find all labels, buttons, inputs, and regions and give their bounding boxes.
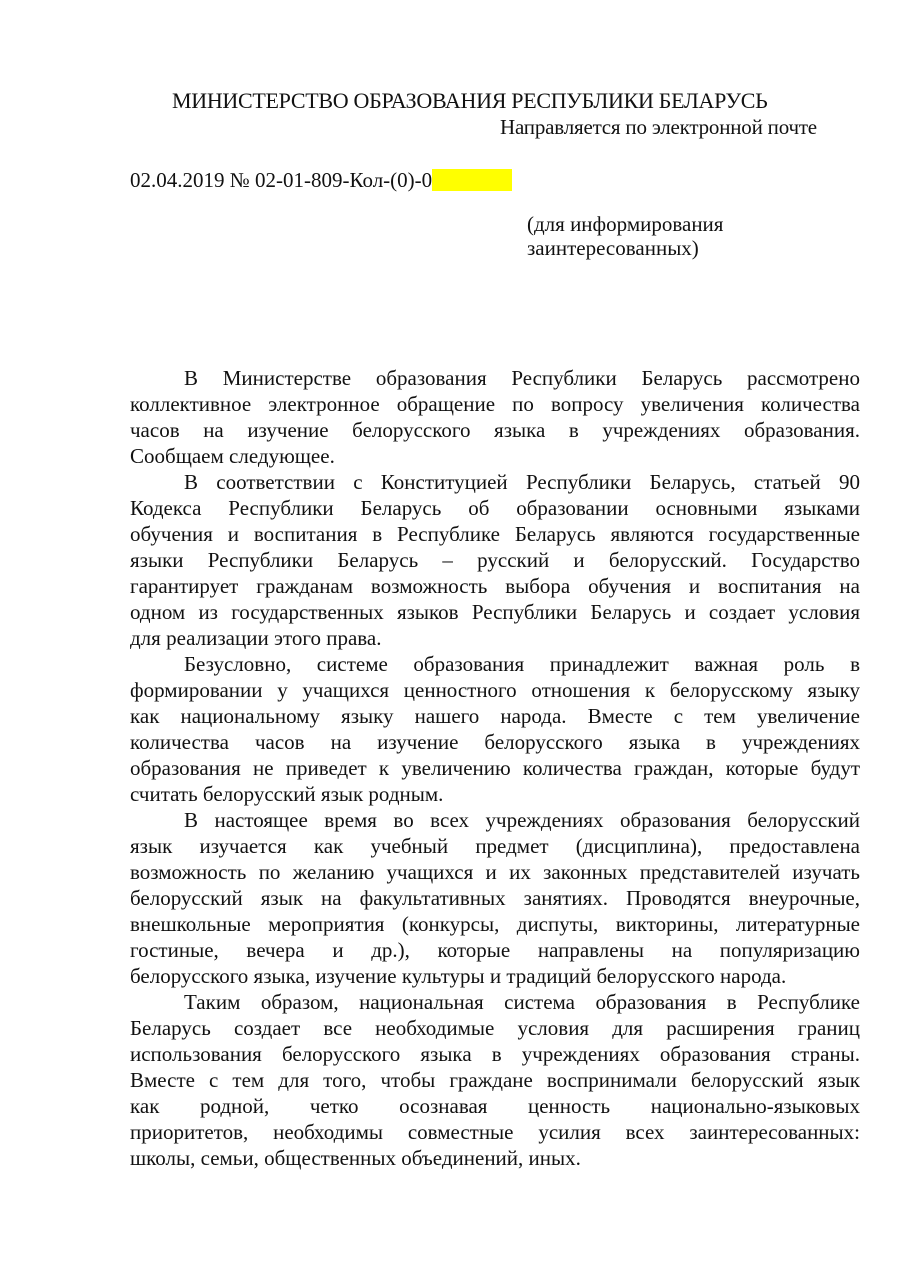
letter-body bbox=[130, 365, 860, 1171]
text-line: как национальному языку нашего народа. Вместе с тем увеличение bbox=[130, 704, 860, 728]
text-line: формировании у учащихся ценностного отношения к белорусскому языку bbox=[130, 678, 860, 702]
paragraph bbox=[130, 651, 860, 807]
text-line: язык изучается как учебный предмет (дисциплина), предоставлена bbox=[130, 834, 860, 858]
text-line: В Министерстве образования Республики Беларусь рассмотрено bbox=[184, 366, 860, 390]
text-line: школы, семьи, общественных объединений, иных. bbox=[130, 1146, 581, 1170]
text-line: Сообщаем следующее. bbox=[130, 444, 335, 468]
text-line: считать белорусский язык родным. bbox=[130, 782, 444, 806]
text-line: одном из государственных языков Республики Беларусь и создает условия bbox=[130, 600, 860, 624]
text-line: возможность по желанию учащихся и их законных представителей изучать bbox=[130, 860, 860, 884]
text-line: для реализации этого права. bbox=[130, 626, 382, 650]
text-line: количества часов на изучение белорусского языка в учреждениях bbox=[130, 730, 860, 754]
delivery-note: Направляется по электронной почте bbox=[500, 115, 817, 139]
text-line: приоритетов, необходимы совместные усилия всех заинтересованных: bbox=[130, 1120, 860, 1144]
text-line: Вместе с тем для того, чтобы граждане воспринимали белорусский язык bbox=[130, 1068, 860, 1092]
text-line: как родной, четко осознавая ценность национально-языковых bbox=[130, 1094, 860, 1118]
paragraph bbox=[130, 807, 860, 989]
registration-number: 02.04.2019 № 02-01-809-Кол-(0)-0 bbox=[130, 168, 433, 192]
text-line: гостиные, вечера и др.), которые направлены на популяризацию bbox=[130, 938, 860, 962]
registration-line bbox=[130, 168, 512, 193]
redaction-highlight bbox=[432, 169, 512, 191]
text-line: использования белорусского языка в учреждениях образования страны. bbox=[130, 1042, 860, 1066]
text-line: Беларусь создает все необходимые условия для расширения границ bbox=[130, 1016, 860, 1040]
text-line: В соответствии с Конституцией Республики Беларусь, статьей 90 bbox=[184, 470, 860, 494]
text-line: Таким образом, национальная система образования в Республике bbox=[184, 990, 860, 1014]
text-line: белорусский язык на факультативных занятиях. Проводятся внеурочные, bbox=[130, 886, 860, 910]
text-line: Безусловно, системе образования принадлежит важная роль в bbox=[184, 652, 860, 676]
addressee bbox=[527, 212, 723, 260]
text-line: образования не приведет к увеличению количества граждан, которые будут bbox=[130, 756, 860, 780]
text-line: Кодекса Республики Беларусь об образовании основными языками bbox=[130, 496, 860, 520]
text-line: внешкольные мероприятия (конкурсы, диспуты, викторины, литературные bbox=[130, 912, 860, 936]
text-line: гарантирует гражданам возможность выбора обучения и воспитания на bbox=[130, 574, 860, 598]
paragraph bbox=[130, 365, 860, 469]
paragraph bbox=[130, 989, 860, 1171]
ministry-heading: МИНИСТЕРСТВО ОБРАЗОВАНИЯ РЕСПУБЛИКИ БЕЛАРУСЬ bbox=[172, 88, 768, 113]
paragraph bbox=[130, 469, 860, 651]
addressee-line: заинтересованных) bbox=[527, 236, 699, 260]
text-line: часов на изучение белорусского языка в учреждениях образования. bbox=[130, 418, 860, 442]
text-line: языки Республики Беларусь – русский и белорусский. Государство bbox=[130, 548, 860, 572]
text-line: В настоящее время во всех учреждениях образования белорусский bbox=[184, 808, 860, 832]
text-line: белорусского языка, изучение культуры и традиций белорусского народа. bbox=[130, 964, 787, 988]
text-line: коллективное электронное обращение по вопросу увеличения количества bbox=[130, 392, 860, 416]
addressee-line: (для информирования bbox=[527, 212, 724, 236]
text-line: обучения и воспитания в Республике Беларусь являются государственные bbox=[130, 522, 860, 546]
